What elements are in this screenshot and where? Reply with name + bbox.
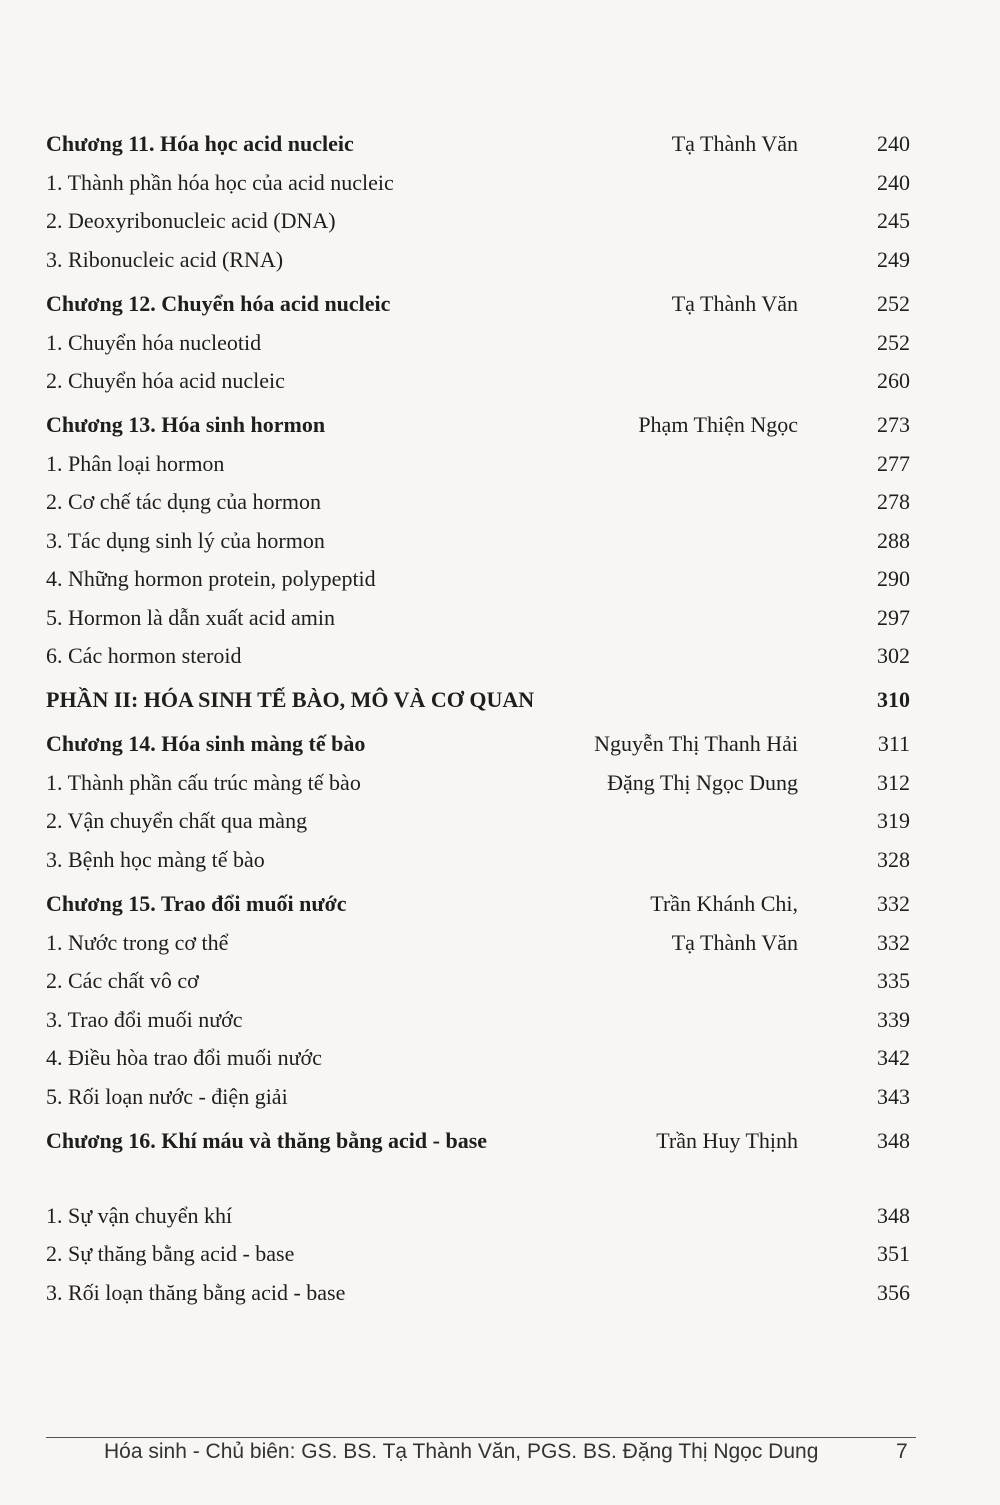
toc-entry-title: 3. Ribonucleic acid (RNA) [46, 247, 284, 272]
toc-entry-title: Chương 13. Hóa sinh hormon [46, 412, 326, 437]
toc-entry-title: Chương 16. Khí máu và thăng bằng acid - base [46, 1128, 488, 1153]
toc-entry-page: 310 [877, 687, 910, 712]
toc-entry-page: 335 [877, 968, 910, 993]
toc-entry-page: 339 [877, 1007, 910, 1032]
toc-entry-page: 290 [877, 566, 910, 591]
toc-entry-title: 1. Nước trong cơ thể [46, 930, 229, 955]
toc-entry-page: 311 [877, 731, 910, 756]
toc-entry-page: 297 [877, 605, 910, 630]
toc-entry-title: Chương 12. Chuyển hóa acid nucleic [46, 291, 391, 316]
toc-entry-author: Tạ Thành Văn [671, 131, 798, 156]
toc-entry-title: 6. Các hormon steroid [46, 643, 242, 668]
toc-entry-title: Chương 11. Hóa học acid nucleic [46, 131, 354, 156]
toc-entry-page: 328 [877, 847, 910, 872]
toc-entry-title: Chương 15. Trao đổi muối nước [46, 891, 347, 916]
toc-entry-author: Trần Huy Thịnh [656, 1128, 798, 1153]
toc-entry-page: 348 [877, 1128, 910, 1153]
toc-entry-title: 5. Hormon là dẫn xuất acid amin [46, 605, 335, 630]
toc-entry-page: 240 [877, 170, 910, 195]
toc-entry-page: 260 [877, 368, 910, 393]
toc-entry-title: 2. Cơ chế tác dụng của hormon [46, 489, 321, 514]
toc-entry-title: 1. Thành phần cấu trúc màng tế bào [46, 770, 361, 795]
toc-entry-page: 312 [877, 770, 910, 795]
toc-entry-page: 342 [877, 1045, 910, 1070]
toc-entry-title: PHẦN II: HÓA SINH TẾ BÀO, MÔ VÀ CƠ QUAN [46, 687, 535, 712]
toc-entry-page: 278 [877, 489, 910, 514]
toc-entry-page: 249 [877, 247, 910, 272]
footer-text: Hóa sinh - Chủ biên: GS. BS. Tạ Thành Văn, PGS. BS. Đặng Thị Ngọc Dung [104, 1440, 819, 1463]
toc-entry-title: 3. Rối loạn thăng bằng acid - base [46, 1280, 346, 1305]
toc-entry-page: 356 [877, 1280, 910, 1305]
toc-entry-title: 3. Tác dụng sinh lý của hormon [46, 528, 325, 553]
toc-entry-page: 332 [877, 891, 910, 916]
toc-entry-title: 1. Phân loại hormon [46, 451, 225, 476]
toc-entry-title: 4. Những hormon protein, polypeptid [46, 566, 376, 591]
toc-entry-page: 245 [877, 208, 910, 233]
toc-entry-page: 252 [877, 291, 910, 316]
toc-entry-title: 1. Thành phần hóa học của acid nucleic [46, 170, 394, 195]
toc-entry-title: 4. Điều hòa trao đổi muối nước [46, 1045, 322, 1070]
toc-entry-page: 348 [877, 1203, 910, 1228]
toc-entry-page: 343 [877, 1084, 910, 1109]
toc-entry-page: 240 [877, 131, 910, 156]
toc-entry-title: 1. Sự vận chuyển khí [46, 1203, 233, 1228]
toc-entry-author: Đặng Thị Ngọc Dung [607, 770, 798, 795]
toc-entry-page: 319 [877, 808, 910, 833]
toc-entry-author: Tạ Thành Văn [671, 930, 798, 955]
toc-entry-title: 2. Chuyển hóa acid nucleic [46, 368, 285, 393]
toc-entry-title: 2. Các chất vô cơ [46, 968, 199, 993]
toc-entry-title: 3. Trao đổi muối nước [46, 1007, 243, 1032]
toc-entry-title: 2. Sự thăng bằng acid - base [46, 1241, 295, 1266]
toc-entry-page: 273 [877, 412, 910, 437]
toc-entry-title: 3. Bệnh học màng tế bào [46, 847, 265, 872]
toc-entry-page: 252 [877, 330, 910, 355]
toc-entry-title: 2. Vận chuyển chất qua màng [46, 808, 308, 833]
toc-entry-page: 288 [877, 528, 910, 553]
page-number: 7 [896, 1440, 908, 1463]
toc-entry-title: 1. Chuyển hóa nucleotid [46, 330, 262, 355]
toc-entry-author: Phạm Thiện Ngọc [638, 412, 798, 437]
toc-entry-page: 332 [877, 930, 910, 955]
toc-entry-page: 277 [877, 451, 910, 476]
toc-entry-author: Trần Khánh Chi, [650, 891, 798, 916]
toc-entry-title: Chương 14. Hóa sinh màng tế bào [46, 731, 366, 756]
toc-entry-author: Tạ Thành Văn [671, 291, 798, 316]
toc-entry-page: 351 [877, 1241, 910, 1266]
toc-entry-page: 302 [877, 643, 910, 668]
toc-entry-title: 5. Rối loạn nước - điện giải [46, 1084, 288, 1109]
toc-entry-title: 2. Deoxyribonucleic acid (DNA) [46, 208, 336, 233]
toc-entry-author: Nguyễn Thị Thanh Hải [594, 731, 798, 756]
